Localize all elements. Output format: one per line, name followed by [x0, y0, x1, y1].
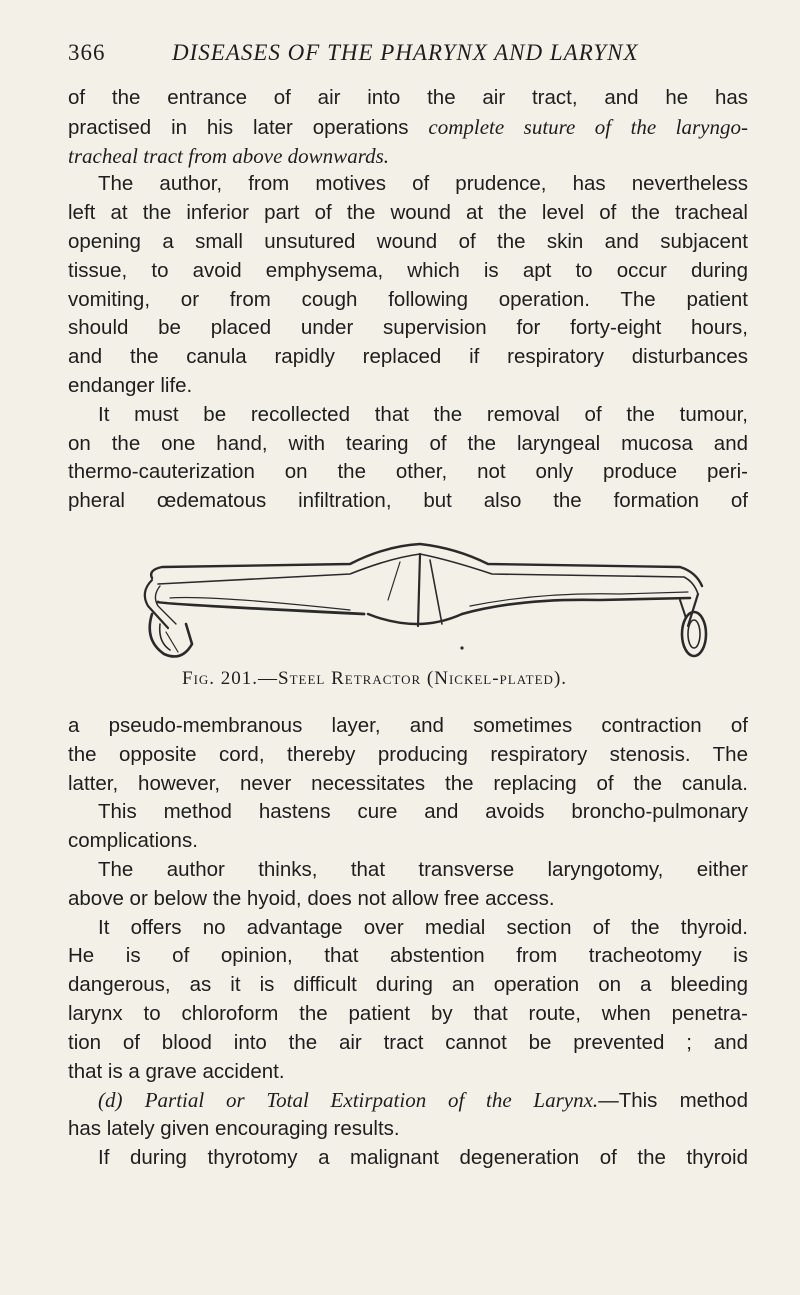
- text-line: left at the inferior part of the wound at the level of the tracheal: [68, 201, 748, 225]
- text-line: latter, however, never necessitates the replacing of the canula.: [68, 771, 748, 795]
- figure-caption: Fig. 201.—Steel Retractor (Nickel-plated).: [182, 668, 568, 689]
- text-line: on the one hand, with tearing of the laryngeal mucosa and: [68, 431, 748, 455]
- text-line: that is a grave accident.: [68, 1059, 285, 1083]
- text-line: the opposite cord, thereby producing respiratory stenosis. The: [68, 742, 748, 766]
- text-line: has lately given encouraging results.: [68, 1117, 400, 1141]
- text-line: pheral œdematous infiltration, but also the formation of: [68, 489, 748, 513]
- section-label: (d): [98, 1088, 123, 1113]
- running-title: DISEASES OF THE PHARYNX AND LARYNX: [172, 40, 639, 65]
- text-line: vomiting, or from cough following operation. The patient: [68, 287, 748, 311]
- italic-phrase: complete suture of the laryngo-: [428, 114, 748, 139]
- page-number: 366: [68, 40, 106, 65]
- text-line: tion of blood into the air tract cannot be prevented ; and: [68, 1030, 748, 1054]
- text-line: larynx to chloroform the patient by that route, when penetra-: [68, 1001, 748, 1025]
- text-line-italic: tracheal tract from above downwards.: [68, 143, 390, 168]
- text-line: tissue, to avoid emphysema, which is apt to occur during: [68, 258, 748, 282]
- text-line: If during thyrotomy a malignant degeneration of the thyroid: [98, 1145, 748, 1169]
- text-line: above or below the hyoid, does not allow free access.: [68, 886, 555, 910]
- text-line: dangerous, as it is difficult during an operation on a bleeding: [68, 973, 748, 997]
- text-line: The author, from motives of prudence, has nevertheless: [98, 172, 748, 196]
- text-line: thermo-cauterization on the other, not only produce peri-: [68, 460, 748, 484]
- text-line: a pseudo-membranous layer, and sometimes contraction of: [68, 714, 748, 737]
- text-line: complications.: [68, 829, 198, 853]
- text-line: It must be recollected that the removal of the tumour,: [98, 402, 748, 426]
- text-line: This method hastens cure and avoids broncho-pulmonary: [98, 800, 748, 824]
- text-line: (d) Partial or Total Extirpation of the Larynx.—This method: [98, 1088, 748, 1113]
- text-line: He is of opinion, that abstention from tracheotomy is: [68, 944, 748, 968]
- text-line: and the canula rapidly replaced if respiratory disturbances: [68, 345, 748, 369]
- text-block-top: [68, 84, 748, 516]
- text-line: of the entrance of air into the air tract, and he has: [68, 86, 748, 109]
- text-line: The author thinks, that transverse laryngotomy, either: [98, 857, 748, 881]
- section-heading: Partial or Total Extirpation of the Larynx.: [144, 1088, 599, 1113]
- text-line: endanger life.: [68, 373, 193, 397]
- text-line: should be placed under supervision for forty-eight hours,: [68, 316, 748, 340]
- text-block-bottom: [68, 712, 748, 1173]
- text-line: It offers no advantage over medial section of the thyroid.: [98, 915, 748, 939]
- text-line: opening a small unsutured wound of the skin and subjacent: [68, 229, 748, 253]
- running-header: [68, 40, 748, 74]
- text-line: practised in his later operations complete suture of the laryngo-: [68, 114, 748, 139]
